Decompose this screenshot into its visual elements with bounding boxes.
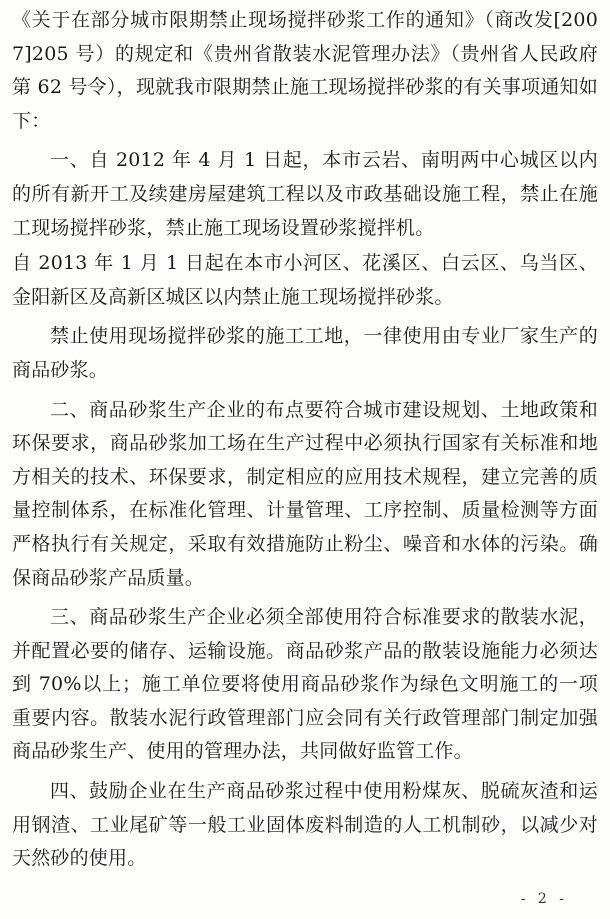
page-number: - 2 - [520,891,568,907]
document-body [12,4,598,876]
paragraph-item-3: 三、商品砂浆生产企业必须全部使用符合标准要求的散装水泥，并配置必要的储存、运输设施。商品砂浆产品的散装设施能力必须达到 70%以上；施工单位要将使用商品砂浆作为绿色文明施工的一项重要内容。散装水泥行政管理部门应会同有关行政管理部门制定加强商品砂浆生产、使用的管理办法，共同做好监管工作。 [12,606,598,763]
paragraph-item-1: 一、自 2012 年 4 月 1 日起，本市云岩、南明两中心城区以内的所有新开工及续建房屋建筑工程以及市政基础设施工程，禁止在施工现场搅拌砂浆，禁止施工现场设置砂浆搅拌机。 [12,149,598,239]
paragraph-intro: 《关于在部分城市限期禁止现场搅拌砂浆工作的通知》（商改发[2007]205 号）的规定和《贵州省散装水泥管理办法》（贵州省人民政府第 62 号令），现就我市限期禁止施工现场搅拌砂浆的有关事项通知如下： [12,9,598,132]
paragraph-item-1-note: 禁止使用现场搅拌砂浆的施工工地，一律使用由专业厂家生产的商品砂浆。 [12,325,598,381]
paragraph-item-1-continued: 自 2013 年 1 月 1 日起在本市小河区、花溪区、白云区、乌当区、金阳新区及高新区城区以内禁止施工现场搅拌砂浆。 [12,252,598,308]
paragraph-item-2: 二、商品砂浆生产企业的布点要符合城市建设规划、土地政策和环保要求，商品砂浆加工场在生产过程中必须执行国家有关标准和地方相关的技术、环保要求，制定相应的应用技术规程，建立完善的质量控制体系，在标准化管理、计量管理、工序控制、质量检测等方面严格执行有关规定，采取有效措施防止粉尘、噪音和水体的污染。确保商品砂浆产品质量。 [12,398,598,589]
paragraph-item-4: 四、鼓励企业在生产商品砂浆过程中使用粉煤灰、脱硫灰渣和运用钢渣、工业尾矿等一般工业固体废料制造的人工机制砂，以减少对天然砂的使用。 [12,780,598,870]
